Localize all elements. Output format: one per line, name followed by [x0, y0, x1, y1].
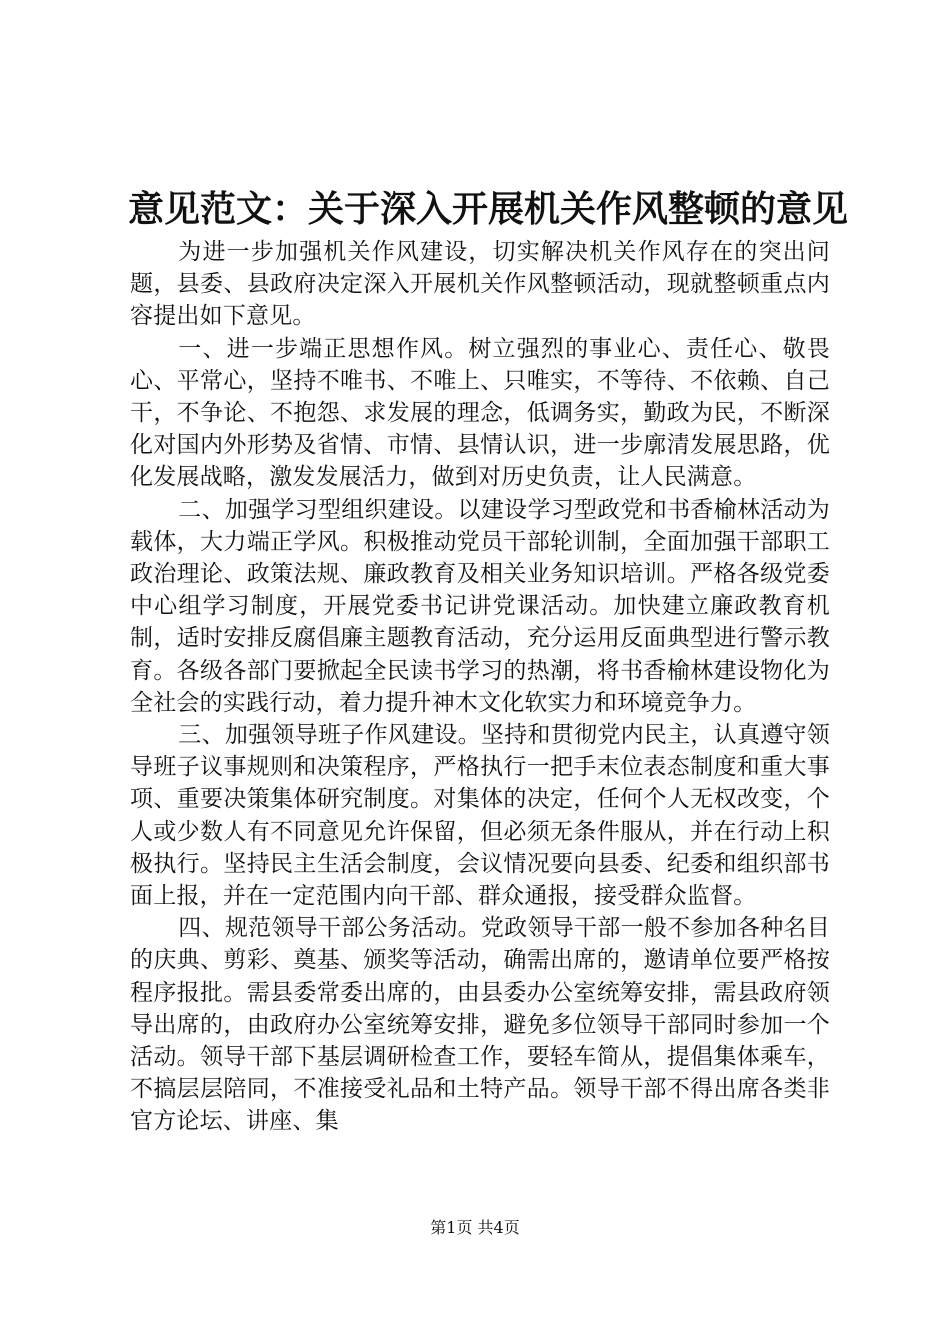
document-body [130, 236, 830, 1138]
page-number-footer: 第1页 共4页 [430, 1218, 520, 1237]
paragraph-section-3: 三、加强领导班子作风建设。坚持和贯彻党内民主，认真遵守领导班子议事规则和决策程序，严格执行一把手末位表态制度和重大事项、重要决策集体研究制度。对集体的决定，任何个人无权改变，个人或少数人有不同意见允许保留，但必须无条件服从，并在行动上积极执行。坚持民主生活会制度，会议情况要向县委、纪委和组织部书面上报，并在一定范围内向干部、群众通报，接受群众监督。 [130, 722, 830, 910]
paragraph-section-1: 一、进一步端正思想作风。树立强烈的事业心、责任心、敬畏心、平常心，坚持不唯书、不唯上、只唯实，不等待、不依赖、自己干，不争论、不抱怨、求发展的理念，低调务实，勤政为民，不断深化对国内外形势及省情、市情、县情认识，进一步廓清发展思路，优化发展战略，激发发展活力，做到对历史负责，让人民满意。 [130, 335, 830, 491]
paragraph-section-4: 四、规范领导干部公务活动。党政领导干部一般不参加各种名目的庆典、剪彩、奠基、颁奖等活动，确需出席的，邀请单位要严格按程序报批。需县委常委出席的，由县委办公室统筹安排，需县政府领导出席的，由政府办公室统筹安排，避免多位领导干部同时参加一个活动。领导干部下基层调研检查工作，要轻车简从，提倡集体乘车，不搞层层陪同，不准接受礼品和土特产品。领导干部不得出席各类非官方论坛、讲座、集 [130, 915, 830, 1135]
paragraph-section-2: 二、加强学习型组织建设。以建设学习型政党和书香榆林活动为载体，大力端正学风。积极推动党员干部轮训制，全面加强干部职工政治理论、政策法规、廉政教育及相关业务知识培训。严格各级党委中心组学习制度，开展党委书记讲党课活动。加快建立廉政教育机制，适时安排反腐倡廉主题教育活动，充分运用反面典型进行警示教育。各级各部门要掀起全民读书学习的热潮，将书香榆林建设物化为全社会的实践行动，着力提升神木文化软实力和环境竞争力。 [130, 496, 830, 716]
document-title: 意见范文：关于深入开展机关作风整顿的意见 [128, 188, 849, 230]
paragraph-intro: 为进一步加强机关作风建设，切实解决机关作风存在的突出问题，县委、县政府决定深入开展机关作风整顿活动，现就整顿重点内容提出如下意见。 [130, 239, 830, 330]
